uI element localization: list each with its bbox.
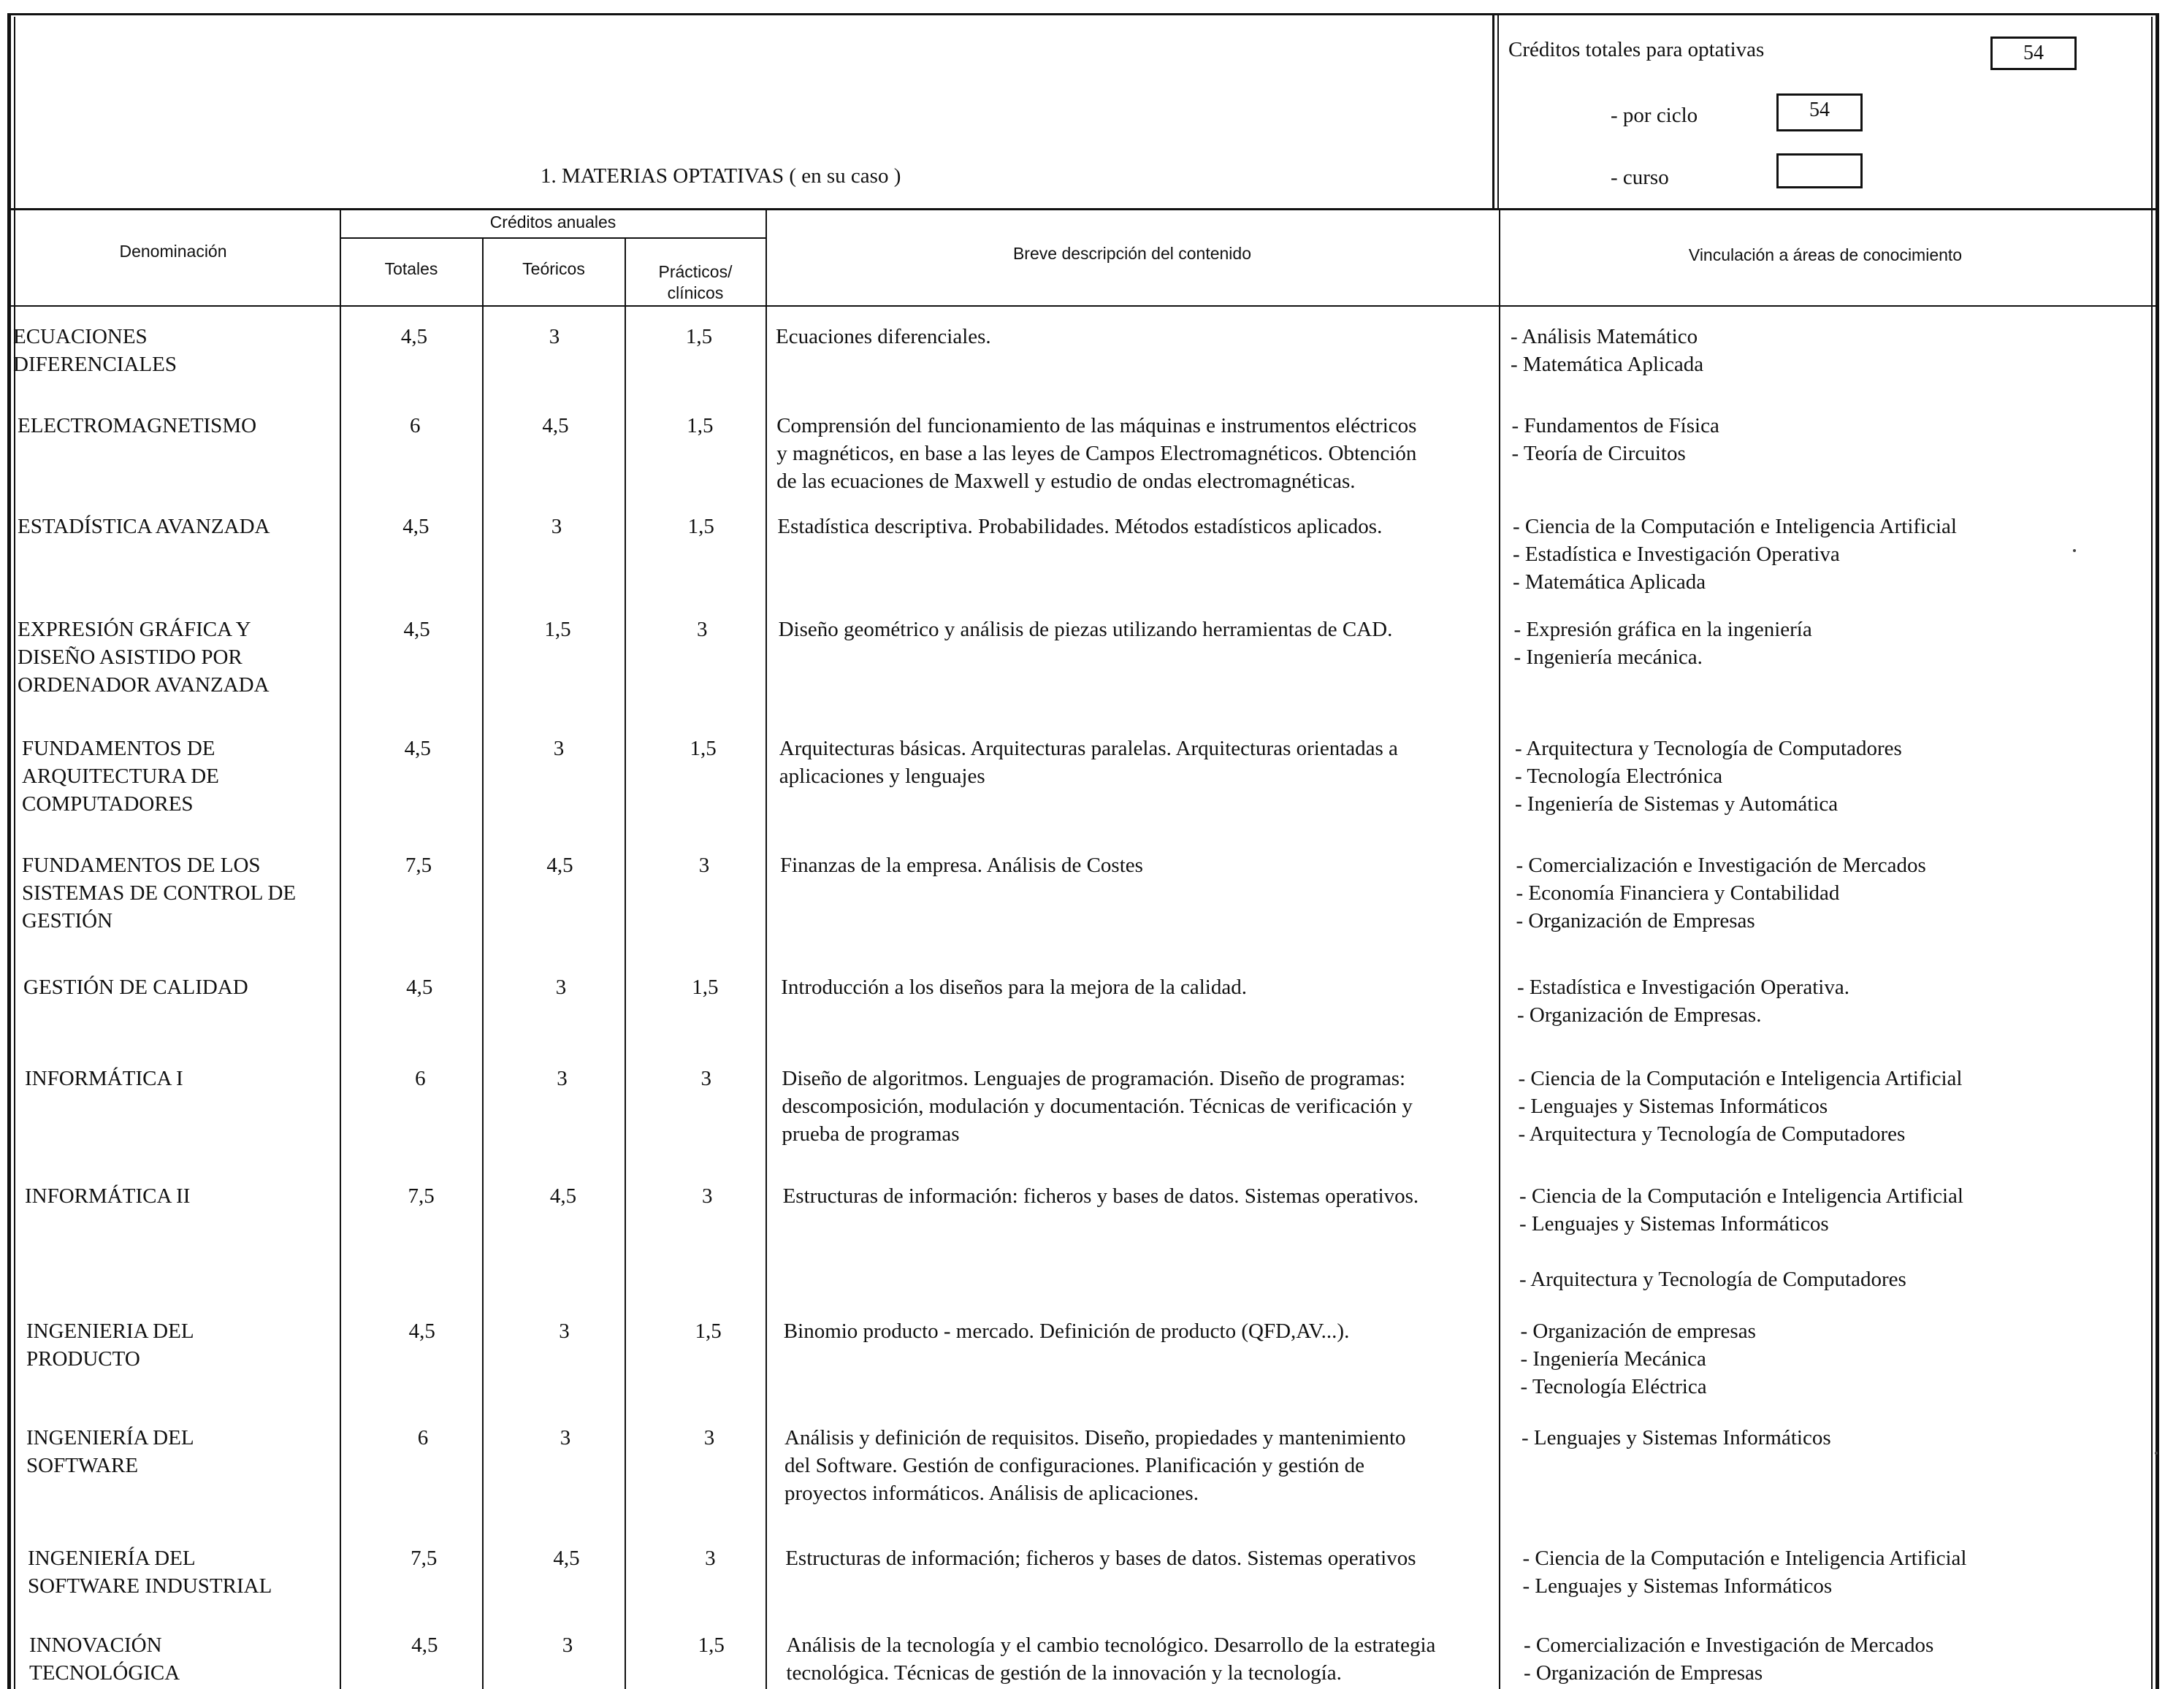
col-header-practical-line1: Prácticos/	[658, 262, 733, 281]
subject-name	[13, 323, 335, 378]
subject-name	[28, 1544, 349, 1600]
credits-practical: 1,5	[692, 976, 719, 999]
knowledge-areas-line: - Arquitectura y Tecnología de Computadores	[1519, 1268, 1906, 1291]
knowledge-areas	[1524, 1631, 2152, 1687]
subject-name-line: DIFERENCIALES	[13, 353, 177, 376]
credits-theory: 4,5	[546, 854, 573, 877]
col-header-practical-line2: clínicos	[667, 283, 724, 302]
knowledge-areas	[1519, 1182, 2147, 1293]
col-header-theory: Teóricos	[522, 259, 585, 278]
subject-name-line: ESTADÍSTICA AVANZADA	[18, 515, 270, 538]
content-description	[780, 851, 1503, 879]
knowledge-areas-line: - Ciencia de la Computación e Inteligencia Artificial	[1518, 1067, 1963, 1090]
content-description	[784, 1317, 1507, 1345]
subject-name-line: INFORMÁTICA II	[25, 1184, 191, 1208]
subject-name	[23, 973, 345, 1001]
content-description-line: tecnológica. Técnicas de gestión de la innovación y la tecnología.	[786, 1661, 1342, 1685]
credits-total: 7,5	[411, 1547, 438, 1570]
credits-subheader-rule	[340, 237, 767, 239]
knowledge-areas-line: - Tecnología Electrónica	[1515, 765, 1723, 788]
credits-practical: 1,5	[685, 325, 713, 348]
knowledge-areas-line: - Expresión gráfica en la ingeniería	[1513, 618, 1812, 641]
knowledge-areas	[1513, 513, 2141, 596]
knowledge-areas-line: - Ingeniería mecánica.	[1513, 646, 1703, 669]
credits-total: 4,5	[402, 515, 429, 538]
credits-theory: 3	[553, 737, 565, 760]
per-cycle-box: 54	[1776, 93, 1863, 131]
content-description	[781, 973, 1504, 1001]
knowledge-areas-line: - Economía Financiera y Contabilidad	[1516, 881, 1840, 905]
knowledge-areas-line: - Comercialización e Investigación de Mercados	[1516, 854, 1926, 877]
knowledge-areas-line: - Tecnología Eléctrica	[1520, 1375, 1707, 1398]
subject-name-line: ELECTROMAGNETISMO	[18, 414, 257, 437]
subject-name	[26, 1317, 348, 1373]
credits-total: 4,5	[404, 737, 431, 760]
knowledge-areas-line: - Organización de Empresas	[1516, 909, 1755, 932]
knowledge-areas-line: - Organización de Empresas.	[1517, 1003, 1762, 1027]
col-header-name: Denominación	[119, 242, 227, 261]
credits-theory: 3	[551, 515, 562, 538]
subject-name-line: DISEÑO ASISTIDO POR	[18, 646, 243, 669]
knowledge-areas-line: - Análisis Matemático	[1511, 325, 1698, 348]
credits-total: 7,5	[405, 854, 432, 877]
credits-theory: 4,5	[549, 1184, 577, 1208]
subject-name-line: PRODUCTO	[26, 1347, 140, 1371]
content-description-line: Comprensión del funcionamiento de las máquinas e instrumentos eléctricos	[776, 414, 1417, 437]
content-description	[782, 1065, 1505, 1148]
knowledge-areas-line: - Organización de empresas	[1520, 1320, 1756, 1343]
knowledge-areas-line: - Matemática Aplicada	[1511, 353, 1704, 376]
subject-name-line: TECNOLÓGICA	[29, 1661, 180, 1685]
col-header-practical	[626, 261, 765, 304]
credits-practical: 1,5	[698, 1634, 725, 1657]
subject-name-line: GESTIÓN DE CALIDAD	[23, 976, 248, 999]
subject-name-line: FUNDAMENTOS DE	[22, 737, 215, 760]
per-course-label: - curso	[1611, 166, 1669, 189]
body-col-line-2	[482, 305, 484, 1689]
total-credits-box: 54	[1990, 37, 2077, 70]
content-description-line: Análisis de la tecnología y el cambio tecnológico. Desarrollo de la estrategia	[786, 1634, 1436, 1657]
credits-theory: 1,5	[544, 618, 571, 641]
subject-name	[18, 412, 339, 440]
col-header-annual-credits: Créditos anuales	[489, 212, 616, 231]
knowledge-areas-line: - Estadística e Investigación Operativa.	[1517, 976, 1849, 999]
knowledge-areas-line: - Estadística e Investigación Operativa	[1513, 543, 1840, 566]
knowledge-areas-line: - Organización de Empresas	[1524, 1661, 1763, 1685]
credits-theory: 4,5	[553, 1547, 580, 1570]
section-title: 1. MATERIAS OPTATIVAS ( en su caso )	[541, 164, 901, 188]
credits-practical: 3	[705, 1547, 716, 1570]
subject-name-line: COMPUTADORES	[22, 792, 194, 816]
knowledge-areas-line: - Fundamentos de Física	[1511, 414, 1719, 437]
knowledge-areas	[1512, 412, 2140, 467]
credits-practical: 3	[696, 618, 708, 641]
content-description-line: Ecuaciones diferenciales.	[776, 325, 991, 348]
subject-name-line: INFORMÁTICA I	[25, 1067, 183, 1090]
credits-theory: 3	[560, 1426, 571, 1449]
knowledge-areas	[1523, 1544, 2151, 1600]
subject-name	[25, 1182, 346, 1210]
subject-name	[26, 1424, 348, 1479]
subject-name-line: ECUACIONES	[13, 325, 148, 348]
credits-practical: 3	[700, 1067, 712, 1090]
knowledge-areas	[1515, 735, 2143, 818]
credits-total: 7,5	[408, 1184, 435, 1208]
header-divider	[1492, 13, 1494, 210]
subject-name-line: ARQUITECTURA DE	[22, 765, 219, 788]
subject-name-line: GESTIÓN	[22, 909, 113, 932]
credits-total: 6	[417, 1426, 429, 1449]
content-description-line: Estructuras de información: ficheros y bases de datos. Sistemas operativos.	[782, 1184, 1419, 1208]
content-description	[785, 1544, 1508, 1572]
content-description	[776, 323, 1499, 351]
credits-practical: 3	[701, 1184, 713, 1208]
subject-name	[18, 616, 339, 699]
credits-practical: 1,5	[695, 1320, 722, 1343]
per-course-box	[1776, 153, 1863, 188]
col-header-areas: Vinculación a áreas de conocimiento	[1688, 245, 1963, 264]
per-cycle-label: - por ciclo	[1611, 104, 1698, 127]
content-description-line: Finanzas de la empresa. Análisis de Costes	[780, 854, 1143, 877]
knowledge-areas-line: - Arquitectura y Tecnología de Computadores	[1515, 737, 1902, 760]
content-description	[777, 513, 1500, 540]
content-description-line: Diseño geométrico y análisis de piezas utilizando herramientas de CAD.	[778, 618, 1393, 641]
subject-name	[18, 513, 339, 540]
subject-name-line: SISTEMAS DE CONTROL DE	[22, 881, 297, 905]
content-description-line: descomposición, modulación y documentación. Técnicas de verificación y	[782, 1095, 1413, 1118]
credits-theory: 3	[559, 1320, 570, 1343]
content-description-line: Introducción a los diseños para la mejora de la calidad.	[781, 976, 1247, 999]
subject-name	[29, 1631, 351, 1687]
knowledge-areas	[1511, 323, 2139, 378]
scan-mark	[2073, 549, 2076, 552]
knowledge-areas-line: - Lenguajes y Sistemas Informáticos	[1522, 1574, 1833, 1598]
knowledge-areas	[1516, 851, 2145, 935]
credits-practical: 1,5	[687, 515, 714, 538]
content-description	[786, 1631, 1509, 1687]
subject-name-line: EXPRESIÓN GRÁFICA Y	[18, 618, 251, 641]
credits-practical: 3	[703, 1426, 715, 1449]
knowledge-areas-line: - Ciencia de la Computación e Inteligencia Artificial	[1513, 515, 1957, 538]
body-col-line-4	[765, 305, 767, 1689]
knowledge-areas	[1519, 1065, 2147, 1148]
knowledge-areas-line: - Lenguajes y Sistemas Informáticos	[1521, 1426, 1831, 1449]
subject-name	[25, 1065, 346, 1092]
credits-practical: 1,5	[687, 414, 714, 437]
knowledge-areas-line: - Ingeniería de Sistemas y Automática	[1515, 792, 1839, 816]
subject-name	[22, 735, 343, 818]
content-description-line: Estructuras de información; ficheros y bases de datos. Sistemas operativos	[785, 1547, 1416, 1570]
knowledge-areas	[1521, 1424, 2150, 1452]
credits-total: 4,5	[406, 976, 433, 999]
subject-name	[22, 851, 343, 935]
credits-total: 4,5	[403, 618, 430, 641]
content-description	[783, 1182, 1506, 1210]
knowledge-areas-line: - Teoría de Circuitos	[1511, 442, 1686, 465]
content-description-line: Diseño de algoritmos. Lenguajes de programación. Diseño de programas:	[782, 1067, 1406, 1090]
knowledge-areas	[1514, 616, 2142, 671]
knowledge-areas-line	[1519, 1238, 2147, 1265]
scan-mark	[2155, 1452, 2158, 1455]
subject-name-line: INGENIERÍA DEL	[28, 1547, 196, 1570]
content-description	[779, 616, 1502, 643]
credits-total: 4,5	[400, 325, 428, 348]
knowledge-areas-line: - Ingeniería Mecánica	[1520, 1347, 1706, 1371]
credits-theory: 4,5	[542, 414, 569, 437]
content-description-line: Análisis y definición de requisitos. Diseño, propiedades y mantenimiento	[784, 1426, 1406, 1449]
content-description-line: y magnéticos, en base a las leyes de Campos Electromagnéticos. Obtención	[776, 442, 1417, 465]
body-col-line-3	[625, 305, 626, 1689]
content-description-line: aplicaciones y lenguajes	[779, 765, 985, 788]
credits-theory: 3	[562, 1634, 573, 1657]
subject-name-line: INGENIERÍA DEL	[26, 1426, 194, 1449]
credits-theory: 3	[555, 976, 567, 999]
knowledge-areas-line: - Ciencia de la Computación e Inteligencia Artificial	[1519, 1184, 1963, 1208]
knowledge-areas-line: - Lenguajes y Sistemas Informáticos	[1518, 1095, 1828, 1118]
content-description	[776, 412, 1500, 495]
col-header-total: Totales	[384, 259, 438, 278]
header-bottom-rule	[7, 208, 2159, 210]
content-description-line: del Software. Gestión de configuraciones. Planificación y gestión de	[784, 1454, 1365, 1477]
column-header-bottom-rule	[7, 305, 2159, 307]
total-credits-label: Créditos totales para optativas	[1508, 38, 1765, 61]
content-description-line: prueba de programas	[782, 1122, 960, 1146]
col-header-description: Breve descripción del contenido	[1012, 244, 1252, 263]
content-description	[784, 1424, 1508, 1507]
credits-practical: 1,5	[690, 737, 717, 760]
content-description-line: Estadística descriptiva. Probabilidades. Métodos estadísticos aplicados.	[777, 515, 1383, 538]
content-description	[779, 735, 1503, 790]
credits-total: 6	[409, 414, 421, 437]
knowledge-areas-line: - Comercialización e Investigación de Mercados	[1524, 1634, 1934, 1657]
knowledge-areas-line: - Ciencia de la Computación e Inteligencia Artificial	[1522, 1547, 1967, 1570]
credits-total: 4,5	[411, 1634, 438, 1657]
content-description-line: de las ecuaciones de Maxwell y estudio de ondas electromagnéticas.	[776, 470, 1356, 493]
content-description-line: Arquitecturas básicas. Arquitecturas paralelas. Arquitecturas orientadas a	[779, 737, 1398, 760]
subject-name-line: SOFTWARE INDUSTRIAL	[28, 1574, 272, 1598]
credits-total: 6	[415, 1067, 426, 1090]
content-description-line: proyectos informáticos. Análisis de aplicaciones.	[784, 1482, 1199, 1505]
subject-name-line: SOFTWARE	[26, 1454, 139, 1477]
knowledge-areas-line: - Lenguajes y Sistemas Informáticos	[1519, 1212, 1829, 1236]
subject-name-line: INGENIERIA DEL	[26, 1320, 194, 1343]
header-divider-inner	[1497, 13, 1499, 210]
knowledge-areas-line: - Matemática Aplicada	[1513, 570, 1706, 594]
subject-name-line: INNOVACIÓN	[29, 1634, 162, 1657]
credits-practical: 3	[698, 854, 710, 877]
credits-total: 4,5	[408, 1320, 435, 1343]
knowledge-areas	[1521, 1317, 2149, 1401]
content-description-line: Binomio producto - mercado. Definición de producto (QFD,AV...).	[783, 1320, 1350, 1343]
credits-theory: 3	[557, 1067, 568, 1090]
subject-name-line: FUNDAMENTOS DE LOS	[22, 854, 261, 877]
knowledge-areas	[1517, 973, 2145, 1029]
subject-name-line: ORDENADOR AVANZADA	[18, 673, 270, 697]
knowledge-areas-line: - Arquitectura y Tecnología de Computadores	[1518, 1122, 1906, 1146]
credits-theory: 3	[549, 325, 560, 348]
